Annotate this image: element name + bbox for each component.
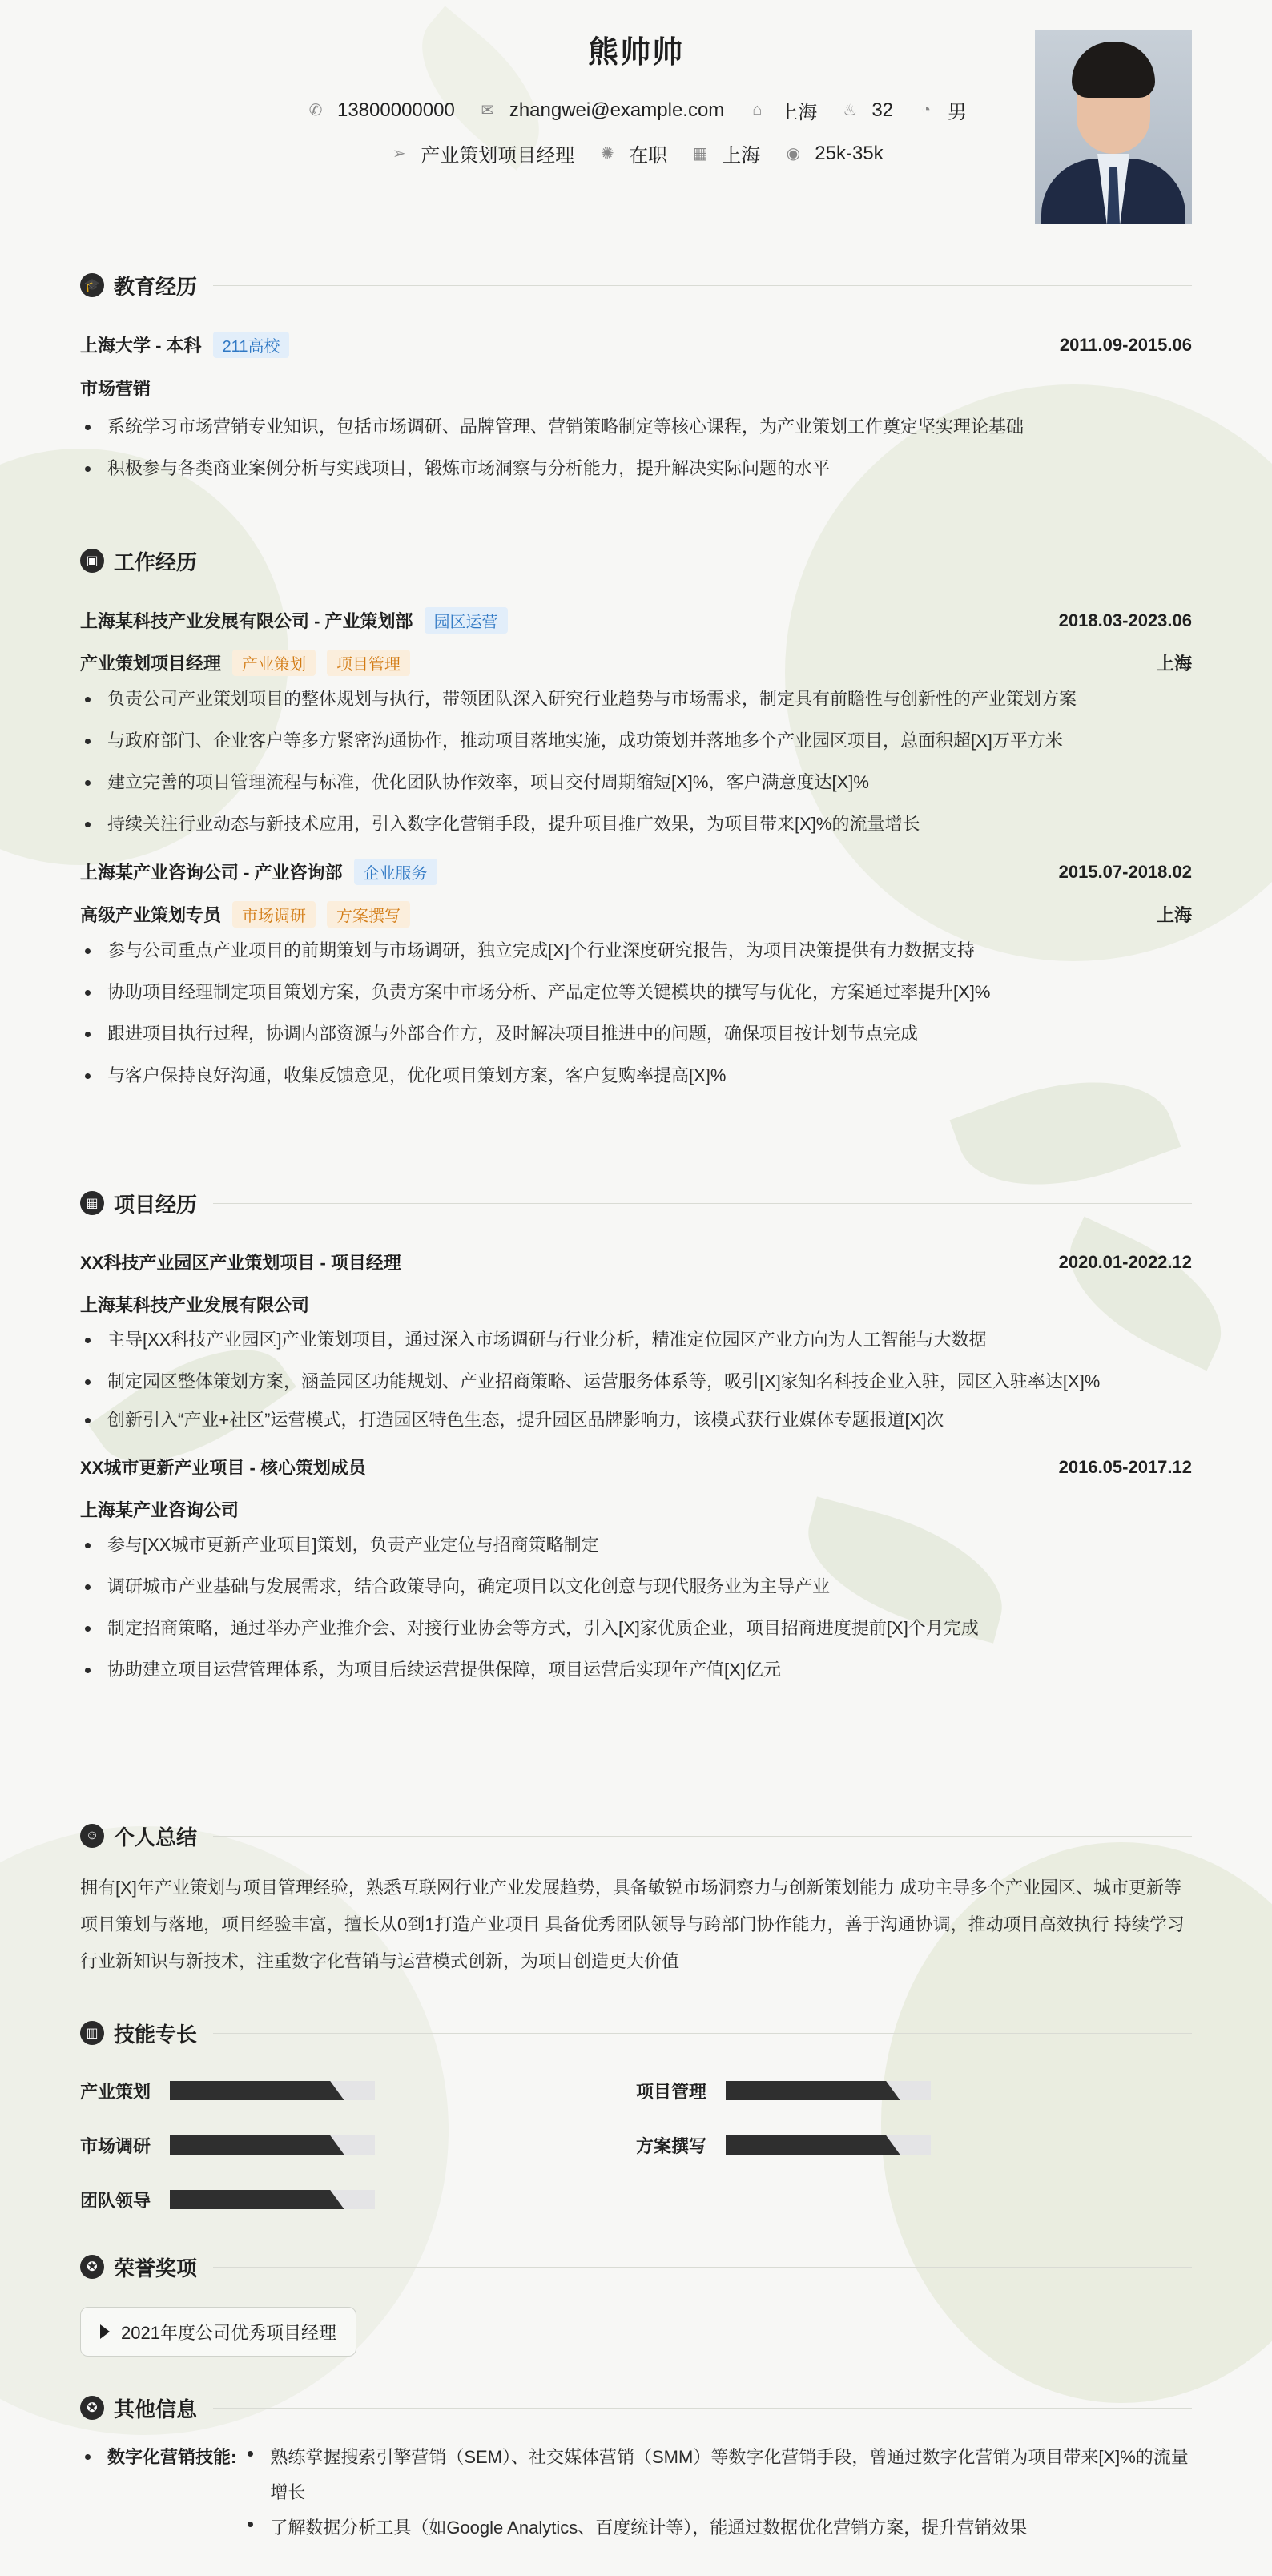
list-item: 熟练掌握搜索引擎营销（SEM）、社交媒体营销（SMM）等数字化营销手段，曾通过数字化营销为项目带来[X]%的流量增长: [243, 2440, 1192, 2510]
home-icon: ⌂: [752, 101, 763, 119]
target-city-text: 上海: [722, 145, 761, 167]
location-item: [747, 96, 817, 124]
skill-item: [80, 2187, 636, 2212]
phone-item: [305, 99, 455, 122]
award-badge: [80, 2307, 356, 2357]
section-title: 个人总结: [114, 1825, 198, 1849]
awards-section: [80, 2251, 1192, 2357]
skill-item: [636, 2078, 1192, 2103]
target-position-text: 产业策划项目经理: [421, 145, 575, 167]
role-tag: 产业策划: [232, 650, 316, 676]
target-position-item: [388, 139, 574, 167]
list-item: 协助建立项目运营管理体系，为项目后续运营提供保障，项目运营后实现年产值[X]亿元: [80, 1656, 1192, 1684]
skill-bar-fill: [726, 2135, 900, 2155]
list-item: 建立完善的项目管理流程与标准，优化团队协作效率，项目交付周期缩短[X]%，客户满意度达[X]%: [80, 769, 1192, 796]
role-tag: 市场调研: [232, 901, 316, 928]
skill-bar: [726, 2135, 931, 2155]
role-tag: 项目管理: [327, 650, 410, 676]
skill-bar-fill: [170, 2081, 344, 2100]
job-city: 上海: [1156, 654, 1192, 674]
section-title: 项目经历: [114, 1192, 198, 1217]
list-item: 积极参与各类商业案例分析与实践项目，锻炼市场洞察与分析能力，提升解决实际问题的水平: [80, 455, 1192, 482]
list-item: 制定招商策略，通过举办产业推介会、对接行业协会等方式，引入[X]家优质企业，项目招商进度提前[X]个月完成: [80, 1615, 1192, 1642]
status-text: 在职: [629, 145, 668, 167]
contact-row: [80, 96, 1192, 124]
list-item: 与客户保持良好沟通，收集反馈意见，优化项目策划方案，客户复购率提高[X]%: [80, 1062, 1192, 1089]
list-item: 协助项目经理制定项目策划方案，负责方案中市场分析、产品定位等关键模块的撰写与优化，方案通过率提升[X]%: [80, 979, 1192, 1006]
skill-name: 团队领导: [80, 2190, 151, 2211]
project-org: 上海某科技产业发展有限公司: [80, 1295, 310, 1315]
skill-bar: [726, 2081, 931, 2100]
job-intent-row: [80, 139, 1192, 167]
target-city-item: [690, 139, 760, 167]
salary-item: [783, 143, 883, 165]
list-item: 参与公司重点产业项目的前期策划与市场调研，独立完成[X]个行业深度研究报告，为项目决策提供有力数据支持: [80, 937, 1192, 964]
triangle-icon: [100, 2324, 110, 2339]
list-item: 主导[XX科技产业园区]产业策划项目，通过深入市场调研与行业分析，精准定位园区产业方向为人工智能与大数据: [80, 1326, 1192, 1354]
list-item: 调研城市产业基础与发展需求，结合政策导向，确定项目以文化创意与现代服务业为主导产业: [80, 1573, 1192, 1600]
list-item: 了解数据分析工具（如Google Analytics、百度统计等），能通过数据优化营销方案，提升营销效果: [243, 2510, 1192, 2546]
skill-name: 方案撰写: [636, 2135, 707, 2156]
role-tag: 方案撰写: [327, 901, 410, 928]
profile-photo: [1035, 30, 1192, 224]
job-period: 2015.07-2018.02: [1058, 861, 1192, 882]
job-city: 上海: [1156, 905, 1192, 925]
briefcase-icon: ▣: [80, 549, 104, 573]
phone-icon: ✆: [308, 102, 323, 119]
list-item: 与政府部门、企业客户等多方紧密沟通协作，推动项目落地实施，成功策划并落地多个产业园区项目，总面积超[X]万平方米: [80, 727, 1192, 755]
skill-item: [80, 2078, 636, 2103]
project-period: 2016.05-2017.12: [1058, 1456, 1192, 1477]
education-period: 2011.09-2015.06: [1059, 334, 1192, 355]
major: 市场营销: [80, 379, 151, 399]
company-name: 上海某科技产业发展有限公司 - 产业策划部: [80, 611, 413, 631]
skill-name: 项目管理: [636, 2081, 707, 2102]
company-tag: 企业服务: [354, 859, 437, 885]
skill-item: [636, 2132, 1192, 2158]
company-name: 上海某产业咨询公司 - 产业咨询部: [80, 863, 343, 883]
project-name: XX城市更新产业项目 - 核心策划成员: [80, 1458, 366, 1478]
building-icon: ▦: [692, 145, 708, 163]
skill-name: 产业策划: [80, 2081, 151, 2102]
education-section: [80, 269, 1192, 482]
list-item: 制定园区整体策划方案，涵盖园区功能规划、产业招商策略、运营服务体系等，吸引[X]家知名科技企业入驻，园区入驻率达[X]%: [80, 1368, 1192, 1395]
job-role: 产业策划项目经理: [80, 654, 222, 674]
skill-bar-fill: [726, 2081, 900, 2100]
skill-bar: [170, 2081, 375, 2100]
cake-icon: ♨: [843, 102, 858, 119]
coin-icon: ◉: [786, 145, 801, 163]
info-icon: ✪: [80, 2396, 104, 2420]
resume-header: [80, 0, 1192, 240]
send-icon: ➢: [392, 145, 406, 163]
email-text: zhangwei@example.com: [509, 99, 725, 121]
award-text: 2021年度公司优秀项目经理: [121, 2322, 336, 2343]
list-item: 持续关注行业动态与新技术应用，引入数字化营销手段，提升项目推广效果，为项目带来[X]%的流量增长: [80, 811, 1192, 838]
school-name: 上海大学 - 本科: [80, 336, 202, 356]
gender-icon: ◔: [920, 101, 932, 119]
section-title: 荣誉奖项: [114, 2256, 198, 2280]
company-tag: 园区运营: [425, 607, 508, 634]
other-info: [80, 2440, 1192, 2546]
award-icon: ✪: [80, 2255, 104, 2279]
status-icon: ✺: [600, 145, 614, 163]
job-role: 高级产业策划专员: [80, 905, 222, 925]
summary-text: 拥有[X]年产业策划与项目管理经验，熟悉互联网行业产业发展趋势，具备敏锐市场洞察力与创新策划能力 成功主导多个产业园区、城市更新等项目策划与落地，项目经验丰富，擅长从0到1打造产业项目 具备优秀团队领导与跨部门协作能力，善于沟通协调，推动项目高效执行 持续学习行业新知识与新技术，注重数字化营销与运营模式创新，为项目创造更大价值: [80, 1878, 1185, 1971]
skills-grid: [80, 2078, 1192, 2212]
phone-text: 13800000000: [336, 99, 455, 121]
list-item: 创新引入“产业+社区”运营模式，打造园区特色生态，提升园区品牌影响力，该模式获行业媒体专题报道[X]次: [80, 1407, 1192, 1434]
other-label: 数字化营销技能:: [107, 2447, 237, 2467]
skill-name: 市场调研: [80, 2135, 151, 2156]
section-title: 技能专长: [114, 2022, 198, 2047]
section-title: 其他信息: [114, 2397, 198, 2421]
skill-item: [80, 2132, 636, 2158]
skill-bar-fill: [170, 2135, 344, 2155]
user-icon: ☺: [80, 1824, 104, 1848]
job-period: 2018.03-2023.06: [1058, 610, 1192, 630]
list-item: 跟进项目执行过程，协调内部资源与外部合作方，及时解决项目推进中的问题，确保项目按计划节点完成: [80, 1020, 1192, 1048]
email-item: [477, 99, 725, 122]
status-item: [597, 139, 667, 167]
school-tag: 211高校: [213, 332, 290, 358]
gender-text: 男: [948, 102, 968, 123]
gender-item: [916, 96, 967, 124]
list-item: 系统学习市场营销专业知识，包括市场调研、品牌管理、营销策略制定等核心课程，为产业策划工作奠定坚实理论基础: [80, 413, 1192, 441]
skill-bar-fill: [170, 2190, 344, 2209]
list-item: 参与[XX城市更新产业项目]策划，负责产业定位与招商策略制定: [80, 1532, 1192, 1559]
project-name: XX科技产业园区产业策划项目 - 项目经理: [80, 1253, 401, 1273]
skills-section: [80, 2017, 1192, 2212]
section-title: 工作经历: [114, 549, 198, 574]
chart-icon: ▥: [80, 2021, 104, 2045]
graduation-cap-icon: 🎓: [80, 273, 104, 297]
age-item: [839, 99, 893, 122]
other-section: [80, 2392, 1192, 2546]
summary-section: [80, 1820, 1192, 1980]
mail-icon: ✉: [481, 102, 495, 119]
projects-section: [80, 1187, 1192, 1684]
section-title: 教育经历: [114, 274, 198, 299]
candidate-name: 熊帅帅: [587, 36, 684, 70]
project-period: 2020.01-2022.12: [1058, 1251, 1192, 1272]
work-section: [80, 545, 1192, 1089]
skill-bar: [170, 2135, 375, 2155]
salary-text: 25k-35k: [815, 142, 884, 164]
location-text: 上海: [779, 102, 818, 123]
list-item: 负责公司产业策划项目的整体规划与执行，带领团队深入研究行业趋势与市场需求，制定具有前瞻性与创新性的产业策划方案: [80, 686, 1192, 713]
skill-bar: [170, 2190, 375, 2209]
age-text: 32: [871, 99, 894, 121]
grid-icon: ▦: [80, 1191, 104, 1215]
project-org: 上海某产业咨询公司: [80, 1500, 240, 1520]
